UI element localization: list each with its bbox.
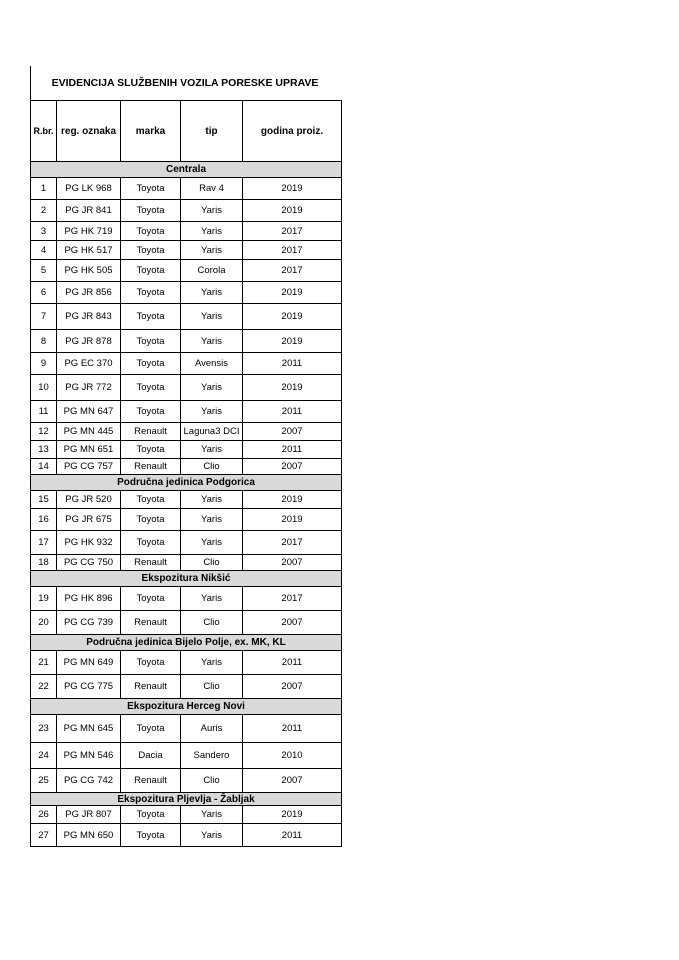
header-rbr: R.br. xyxy=(31,101,57,162)
table-row xyxy=(31,611,342,635)
cell-tip: Avensis xyxy=(181,353,243,375)
vehicle-table xyxy=(30,100,342,847)
cell-tip: Yaris xyxy=(181,509,243,531)
cell-tip: Yaris xyxy=(181,806,243,824)
cell-tip: Yaris xyxy=(181,304,243,330)
cell-godina: 2007 xyxy=(243,769,342,793)
cell-marka: Toyota xyxy=(121,509,181,531)
table-row xyxy=(31,459,342,475)
cell-marka: Toyota xyxy=(121,401,181,423)
section-title: Područna jedinica Bijelo Polje, ex. MK, KL xyxy=(31,635,342,651)
cell-reg-oznaka: PG JR 843 xyxy=(57,304,121,330)
header-tip: tip xyxy=(181,101,243,162)
cell-reg-oznaka: PG CG 775 xyxy=(57,675,121,699)
cell-rbr: 16 xyxy=(31,509,57,531)
cell-marka: Toyota xyxy=(121,330,181,353)
cell-tip: Clio xyxy=(181,675,243,699)
cell-reg-oznaka: PG MN 649 xyxy=(57,651,121,675)
cell-reg-oznaka: PG HK 932 xyxy=(57,531,121,555)
cell-rbr: 4 xyxy=(31,241,57,260)
cell-godina: 2011 xyxy=(243,651,342,675)
cell-tip: Yaris xyxy=(181,651,243,675)
cell-tip: Yaris xyxy=(181,241,243,260)
cell-marka: Toyota xyxy=(121,587,181,611)
table-row xyxy=(31,353,342,375)
cell-marka: Toyota xyxy=(121,260,181,282)
cell-tip: Yaris xyxy=(181,375,243,401)
cell-marka: Toyota xyxy=(121,824,181,847)
table-row xyxy=(31,401,342,423)
cell-reg-oznaka: PG MN 647 xyxy=(57,401,121,423)
table-row xyxy=(31,304,342,330)
cell-godina: 2017 xyxy=(243,241,342,260)
table-row xyxy=(31,806,342,824)
cell-marka: Renault xyxy=(121,423,181,441)
section-title: Ekspozitura Herceg Novi xyxy=(31,699,342,715)
cell-rbr: 23 xyxy=(31,715,57,743)
cell-rbr: 12 xyxy=(31,423,57,441)
cell-reg-oznaka: PG EC 370 xyxy=(57,353,121,375)
cell-reg-oznaka: PG CG 750 xyxy=(57,555,121,571)
cell-godina: 2011 xyxy=(243,441,342,459)
cell-tip: Clio xyxy=(181,555,243,571)
cell-godina: 2011 xyxy=(243,824,342,847)
cell-rbr: 26 xyxy=(31,806,57,824)
cell-marka: Toyota xyxy=(121,222,181,241)
cell-tip: Yaris xyxy=(181,200,243,222)
cell-reg-oznaka: PG JR 841 xyxy=(57,200,121,222)
cell-marka: Toyota xyxy=(121,375,181,401)
cell-godina: 2019 xyxy=(243,330,342,353)
cell-reg-oznaka: PG HK 719 xyxy=(57,222,121,241)
table-row xyxy=(31,423,342,441)
cell-godina: 2019 xyxy=(243,200,342,222)
cell-godina: 2017 xyxy=(243,531,342,555)
header-reg-oznaka: reg. oznaka xyxy=(57,101,121,162)
cell-marka: Toyota xyxy=(121,304,181,330)
table-row xyxy=(31,441,342,459)
cell-rbr: 19 xyxy=(31,587,57,611)
cell-rbr: 21 xyxy=(31,651,57,675)
cell-marka: Renault xyxy=(121,555,181,571)
cell-tip: Yaris xyxy=(181,491,243,509)
table-row xyxy=(31,675,342,699)
cell-marka: Toyota xyxy=(121,491,181,509)
cell-rbr: 25 xyxy=(31,769,57,793)
cell-tip: Yaris xyxy=(181,441,243,459)
cell-godina: 2019 xyxy=(243,509,342,531)
cell-reg-oznaka: PG CG 742 xyxy=(57,769,121,793)
cell-marka: Renault xyxy=(121,675,181,699)
cell-godina: 2019 xyxy=(243,178,342,200)
cell-godina: 2007 xyxy=(243,675,342,699)
cell-marka: Toyota xyxy=(121,651,181,675)
cell-marka: Renault xyxy=(121,769,181,793)
table-row xyxy=(31,531,342,555)
cell-godina: 2007 xyxy=(243,423,342,441)
cell-tip: Yaris xyxy=(181,282,243,304)
cell-godina: 2007 xyxy=(243,459,342,475)
table-row xyxy=(31,222,342,241)
cell-rbr: 17 xyxy=(31,531,57,555)
cell-marka: Toyota xyxy=(121,282,181,304)
cell-rbr: 18 xyxy=(31,555,57,571)
table-row xyxy=(31,587,342,611)
cell-reg-oznaka: PG MN 645 xyxy=(57,715,121,743)
cell-tip: Auris xyxy=(181,715,243,743)
cell-tip: Yaris xyxy=(181,587,243,611)
cell-reg-oznaka: PG MN 650 xyxy=(57,824,121,847)
cell-tip: Yaris xyxy=(181,824,243,847)
cell-rbr: 2 xyxy=(31,200,57,222)
section-header-row xyxy=(31,475,342,491)
cell-reg-oznaka: PG CG 739 xyxy=(57,611,121,635)
cell-marka: Toyota xyxy=(121,715,181,743)
table-row xyxy=(31,509,342,531)
table-row xyxy=(31,200,342,222)
cell-godina: 2017 xyxy=(243,222,342,241)
cell-tip: Yaris xyxy=(181,222,243,241)
cell-rbr: 15 xyxy=(31,491,57,509)
cell-reg-oznaka: PG HK 896 xyxy=(57,587,121,611)
section-header-row xyxy=(31,793,342,806)
cell-reg-oznaka: PG JR 675 xyxy=(57,509,121,531)
cell-marka: Dacia xyxy=(121,743,181,769)
header-godina: godina proiz. xyxy=(243,101,342,162)
cell-rbr: 8 xyxy=(31,330,57,353)
cell-godina: 2019 xyxy=(243,304,342,330)
cell-rbr: 11 xyxy=(31,401,57,423)
cell-tip: Yaris xyxy=(181,401,243,423)
table-row xyxy=(31,241,342,260)
cell-rbr: 24 xyxy=(31,743,57,769)
table-row xyxy=(31,282,342,304)
section-header-row xyxy=(31,162,342,178)
cell-marka: Toyota xyxy=(121,441,181,459)
table-row xyxy=(31,824,342,847)
cell-godina: 2019 xyxy=(243,375,342,401)
cell-rbr: 22 xyxy=(31,675,57,699)
cell-godina: 2019 xyxy=(243,806,342,824)
cell-marka: Toyota xyxy=(121,241,181,260)
cell-reg-oznaka: PG HK 505 xyxy=(57,260,121,282)
cell-marka: Toyota xyxy=(121,353,181,375)
table-row xyxy=(31,651,342,675)
cell-rbr: 20 xyxy=(31,611,57,635)
header-marka: marka xyxy=(121,101,181,162)
table-row xyxy=(31,769,342,793)
cell-godina: 2019 xyxy=(243,491,342,509)
table-row xyxy=(31,491,342,509)
section-title: Centrala xyxy=(31,162,342,178)
cell-godina: 2011 xyxy=(243,401,342,423)
cell-godina: 2010 xyxy=(243,743,342,769)
cell-marka: Renault xyxy=(121,459,181,475)
cell-reg-oznaka: PG MN 546 xyxy=(57,743,121,769)
table-row xyxy=(31,715,342,743)
cell-tip: Yaris xyxy=(181,531,243,555)
cell-rbr: 13 xyxy=(31,441,57,459)
cell-tip: Rav 4 xyxy=(181,178,243,200)
section-header-row xyxy=(31,571,342,587)
section-header-row xyxy=(31,635,342,651)
cell-reg-oznaka: PG JR 772 xyxy=(57,375,121,401)
section-title: Područna jedinica Podgorica xyxy=(31,475,342,491)
cell-reg-oznaka: PG MN 445 xyxy=(57,423,121,441)
header-row xyxy=(31,101,342,162)
cell-reg-oznaka: PG CG 757 xyxy=(57,459,121,475)
table-row xyxy=(31,178,342,200)
cell-reg-oznaka: PG LK 968 xyxy=(57,178,121,200)
cell-tip: Yaris xyxy=(181,330,243,353)
cell-godina: 2011 xyxy=(243,715,342,743)
cell-tip: Clio xyxy=(181,769,243,793)
cell-rbr: 6 xyxy=(31,282,57,304)
cell-godina: 2017 xyxy=(243,260,342,282)
cell-reg-oznaka: PG MN 651 xyxy=(57,441,121,459)
cell-godina: 2007 xyxy=(243,555,342,571)
cell-godina: 2007 xyxy=(243,611,342,635)
table-row xyxy=(31,260,342,282)
cell-tip: Sandero xyxy=(181,743,243,769)
cell-marka: Toyota xyxy=(121,178,181,200)
cell-tip: Clio xyxy=(181,611,243,635)
cell-reg-oznaka: PG JR 807 xyxy=(57,806,121,824)
cell-marka: Toyota xyxy=(121,531,181,555)
cell-tip: Laguna3 DCI xyxy=(181,423,243,441)
cell-rbr: 9 xyxy=(31,353,57,375)
cell-reg-oznaka: PG JR 856 xyxy=(57,282,121,304)
cell-tip: Corola xyxy=(181,260,243,282)
cell-reg-oznaka: PG HK 517 xyxy=(57,241,121,260)
cell-rbr: 3 xyxy=(31,222,57,241)
table-body xyxy=(31,162,342,847)
cell-rbr: 5 xyxy=(31,260,57,282)
cell-marka: Renault xyxy=(121,611,181,635)
cell-rbr: 7 xyxy=(31,304,57,330)
cell-reg-oznaka: PG JR 520 xyxy=(57,491,121,509)
document-title: EVIDENCIJA SLUŽBENIH VOZILA PORESKE UPRAVE xyxy=(51,77,319,89)
table-row xyxy=(31,330,342,353)
cell-godina: 2019 xyxy=(243,282,342,304)
cell-rbr: 1 xyxy=(31,178,57,200)
table-row xyxy=(31,555,342,571)
cell-godina: 2017 xyxy=(243,587,342,611)
cell-marka: Toyota xyxy=(121,806,181,824)
cell-rbr: 10 xyxy=(31,375,57,401)
section-title: Ekspozitura Nikšić xyxy=(31,571,342,587)
cell-reg-oznaka: PG JR 878 xyxy=(57,330,121,353)
table-row xyxy=(31,375,342,401)
table-row xyxy=(31,743,342,769)
section-header-row xyxy=(31,699,342,715)
cell-rbr: 14 xyxy=(31,459,57,475)
cell-godina: 2011 xyxy=(243,353,342,375)
section-title: Ekspozitura Pljevlja - Žabljak xyxy=(31,793,342,806)
cell-rbr: 27 xyxy=(31,824,57,847)
cell-marka: Toyota xyxy=(121,200,181,222)
cell-tip: Clio xyxy=(181,459,243,475)
